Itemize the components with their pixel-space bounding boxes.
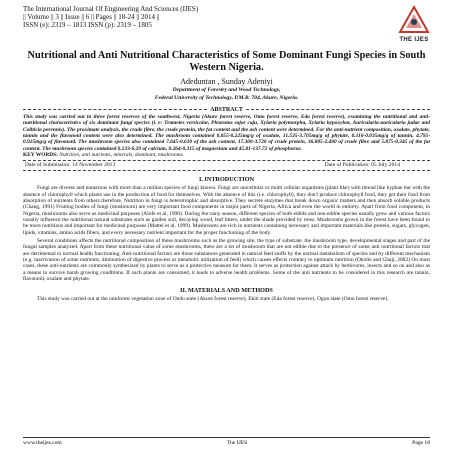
submission-dates	[23, 161, 430, 169]
divider-left	[23, 109, 207, 110]
methods-paragraph: This study was carried out at the rainforest vegetation zone of Ondo state (Akure forest reserve), Ekiti state (Eda forest reserve), Ogun state (Omo forest reserve).	[37, 296, 389, 303]
affiliation-department: Department of Forestry and Wood Technology,	[172, 87, 281, 93]
introduction-paragraph-2: Several conditions affects the nutritional composition of these mushrooms such as the growing site, the type of substrate, the mushroom type, developmental stages and part of the fungal samples analyzed. Apart from these nutritional value of some mushrooms, there are a lot of mushroom that are not edible due to the presence of some anti nutritional factors that are detrimental to normal health functioning. Anti-nutritional factors are those substances generated in natural feed stuffs by the normal metabolism of species and by different mechanism (e.g. inactivation of some nutrients, diminution of digestive process or metabolic utilization of feed) which causes effects contrary to optimum nutrition (Okolie and Gbaji, 2002) On most cases, these anti-nutrients are commonly synthesized by plants to serve as a protective measure for them. It serves as protection against attack by herbivores, insects and so on and also as a means to survive harsh growing conditions. If such plants are consumed, it leads to adverse health problems. Some of the anti nutrients to be considered in this research are tannin, flavonoid, oxalate and phytate.	[23, 238, 430, 283]
section-heading-introduction: I. INTRODUCTION	[198, 176, 254, 184]
footer-page-number: Page 18	[412, 440, 430, 446]
abstract-divider	[23, 106, 430, 113]
date-publication: Date of Publication: 05 July 2014	[324, 162, 400, 169]
journal-name: The International Journal Of Engineering And Sciences (IJES)	[23, 5, 199, 13]
keywords	[23, 152, 430, 158]
affiliation-university: Federal University of Technology, P.M.B. 704, Akure, Nigeria.	[154, 94, 299, 101]
journal-volume: || Volume || 3 || Issue || 6 || Pages || 18-24 || 2014 ||	[23, 13, 160, 22]
footer-website: www.theijes.com	[23, 440, 62, 446]
date-submission: Date of Submission: 14 November 2013	[25, 162, 116, 169]
section-heading-methods: II. MATERIALS AND METHODS	[180, 287, 273, 295]
paper-authors: Adeduntan , Sunday Adeniyi	[180, 77, 273, 86]
abstract-text: This study was carried out in three forest reserves of the southwest, Nigeria (Akure forest reserve, Omo forest reserve, Eda forest reserve), examining the nutritional and anti-nutritional characteristics of six dominant fungi species (i. e: Trametes versicolar, Pleurotus sajor caju, Xylaria polymorpha, Xylaria hypoxylon, Auricularia-auricularia judae and Collticia perennis). The proximate analysis, the crude fibre, the crude protein, the fat content and the ash content were determined. For the anti-nutrient composition, oxalate, phytate, tannin and the flavonoid content were also determined. The mushroom contained 0.855-0.225mg/g of oxalate, 11.535-3.705mg/g of phytate, 0.116-0.035mg/g of tannin, 4.795-0.925mg/g of flavonoid. The mushroom species also contained 7.645-0.610 of the ash content, 17.300-3.720 of crude protein, 36.805-2.490 of crude fibre and 5.875-0.345 of the fat content. The mushroom species contained 0.233-0.29 of calcium, 0.264-0.315 of magnesium and 45.81-137.72 of phosphorus.	[23, 114, 430, 152]
journal-logo	[394, 4, 434, 44]
logo-text: THE IJES	[399, 37, 429, 43]
page-footer	[23, 437, 430, 447]
journal-header	[23, 4, 430, 44]
journal-issn: ISSN (e): 2319 – 1813 ISSN (p): 2319 – 1805	[23, 21, 152, 30]
divider	[23, 170, 430, 171]
paper-title: Nutritional and Anti Nutritional Characteristics of Some Dominant Fungi Species in South Western Nigeria.	[27, 50, 426, 73]
journal-info	[23, 4, 430, 30]
abstract-label: ABSTRACT	[210, 106, 243, 113]
footer-journal: The IJES	[226, 440, 248, 446]
introduction-paragraph-1: Fungi are diverse and numerous with more than a million species of fungi known. Fungi are unicellular or multi cellular organisms (plant like) with thread like hyphae but with the absence of chlorophyll which plants use in the production of food for themselves. With the absence of this (i.e. chlorophyll), they don't produce chlorophyll food, they get their food from absorption of nutrients from others therefore, Nutrition in fungi is heterotrophic and absorptive. They secrete enzymes that break down organic matters and then absorb soluble products (Chang, 1991) Fruiting bodies of fungi (mushroom) are very important food components in major parts of Nigeria, Africa and even the world in entirety. Apart from food component, in Nigeria, mushrooms also serve as medicinal purposes (Alofe et al, 1998). During the rainy season, different species of both edible and non edible species usually grow and various factors usually influence the nutritional natural substrates such as garden soil, decaying wood, leaf litters, under the shade provided by trees. Mushrooms grown in the forest have been found to be more nutritious and important for medicinal purposes (Mattei et al, 1999). Mushrooms are rich in nutrients containing necessary and important materials like protein, sugars, glycogen, lipids, vitamins, amino acids fibers, and every necessary nutrient important for the proper functioning of the body.	[23, 185, 430, 236]
keywords-label: KEY WORDS:	[23, 151, 58, 158]
keywords-text: Nutrition, anti nutrients, minerals, dominant, mushrooms.	[59, 151, 184, 158]
divider-right	[246, 109, 430, 110]
